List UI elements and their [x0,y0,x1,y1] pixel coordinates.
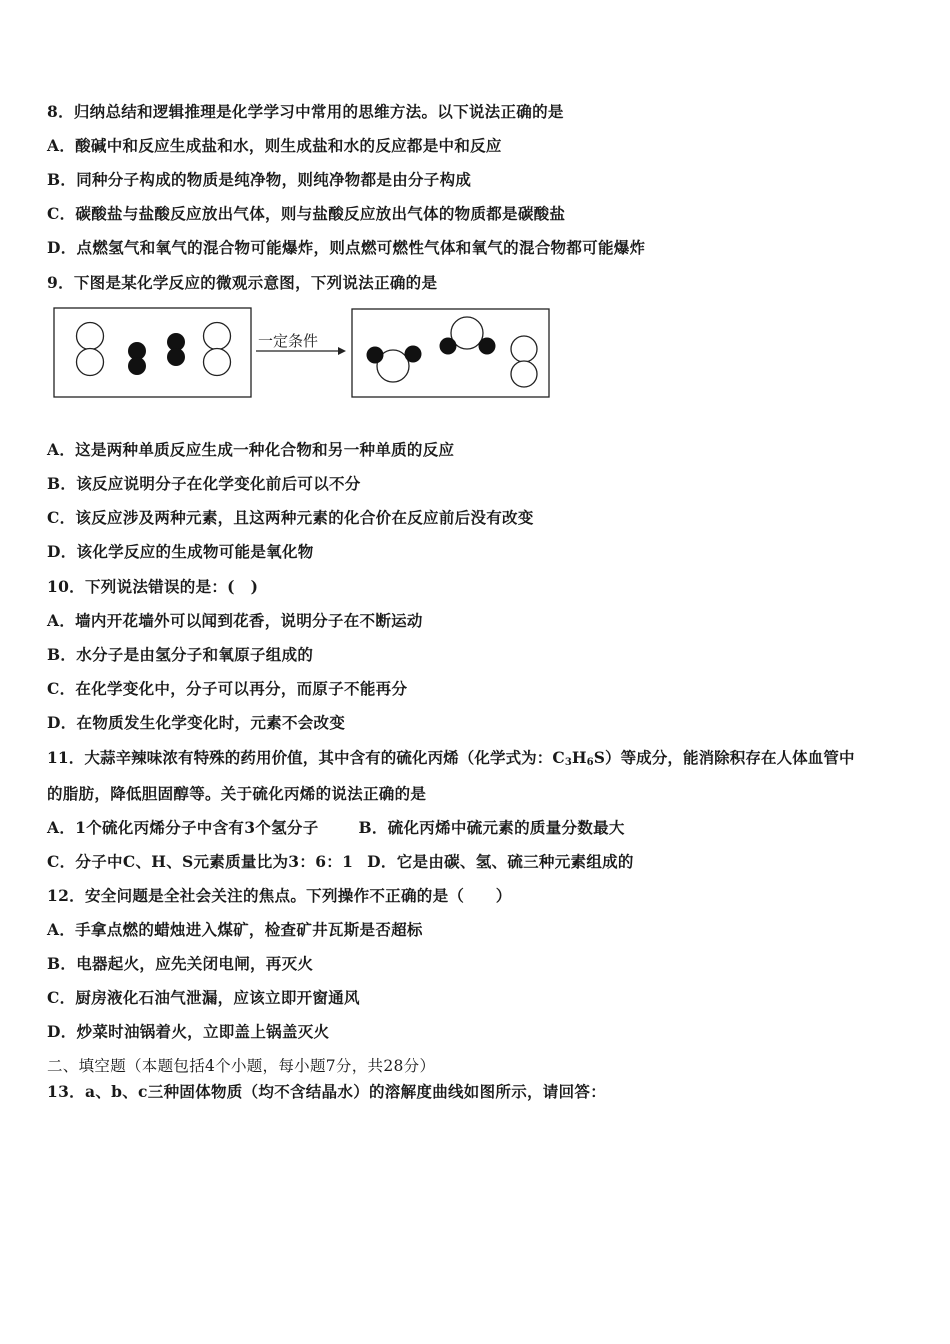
q13-stem: 13．a、b、c三种固体物质（均不含结晶水）的溶解度曲线如图所示，请回答： [47,1082,606,1101]
q11-stem: 11．大蒜辛辣味浓有特殊的药用价值，其中含有的硫化丙烯（化学式为：$C_3H_6S$）等成分，能消除积存在人体血管中 [47,748,855,768]
white-atom [77,323,104,350]
white-atom [511,361,537,387]
white-atom [77,349,104,376]
q8-option-b: B．同种分子构成的物质是纯净物，则纯净物都是由分子构成 [47,170,472,189]
q11-option-a: A．1个硫化丙烯分子中含有3个氢分子 [47,818,319,837]
q11-option-b: B．硫化丙烯中硫元素的质量分数最大 [358,818,625,837]
q10-option-c: C．在化学变化中，分子可以再分，而原子不能再分 [47,679,408,698]
q9-option-d: D．该化学反应的生成物可能是氧化物 [47,542,314,561]
condition-label: 一定条件 [258,334,319,350]
q9-option-c: C．该反应涉及两种元素，且这两种元素的化合价在反应前后没有改变 [47,508,534,527]
q8-option-c: C．碳酸盐与盐酸反应放出气体，则与盐酸反应放出气体的物质都是碳酸盐 [47,204,566,223]
white-atom [204,323,231,350]
q8-stem: 8．归纳总结和逻辑推理是化学学习中常用的思维方法。以下说法正确的是 [47,102,564,121]
q9-stem: 9．下图是某化学反应的微观示意图，下列说法正确的是 [47,273,438,292]
q12-stem: 12．安全问题是全社会关注的焦点。下列操作不正确的是（ ） [47,886,512,905]
black-atom [367,347,384,364]
black-atom [128,357,146,375]
black-atom [167,348,185,366]
reaction-diagram [0,0,950,420]
q12-option-a: A．手拿点燃的蜡烛进入煤矿，检查矿井瓦斯是否超标 [47,920,423,939]
q11-options-ab [47,818,625,838]
q10-option-d: D．在物质发生化学变化时，元素不会改变 [47,713,346,732]
q9-option-a: A．这是两种单质反应生成一种化合物和另一种单质的反应 [47,440,455,459]
q10-option-a: A．墙内开花墙外可以闻到花香，说明分子在不断运动 [47,611,423,630]
q10-stem: 10．下列说法错误的是：( ) [47,577,259,596]
q8-option-d: D．点燃氢气和氧气的混合物可能爆炸，则点燃可燃性气体和氧气的混合物都可能爆炸 [47,238,646,257]
q12-option-b: B．电器起火，应先关闭电闸，再灭火 [47,954,314,973]
q11-stem-line2: 的脂肪，降低胆固醇等。关于硫化丙烯的说法正确的是 [47,784,427,803]
q11-option-d: D．它是由碳、氢、硫三种元素组成的 [367,852,634,871]
q8-option-a: A．酸碱中和反应生成盐和水，则生成盐和水的反应都是中和反应 [47,136,502,155]
q11-option-c: C．分子中C、H、S元素质量比为3：6：1 [47,852,354,871]
black-atom [440,338,457,355]
white-atom [511,336,537,362]
section-heading: 二、填空题（本题包括4个小题，每小题7分，共28分） [47,1057,436,1075]
white-atom [204,349,231,376]
q11-options-cd [47,852,634,872]
q12-option-d: D．炒菜时油锅着火，立即盖上锅盖灭火 [47,1022,330,1041]
q9-option-b: B．该反应说明分子在化学变化前后可以不分 [47,474,361,493]
black-atom [405,346,422,363]
black-atom [479,338,496,355]
arrow-head-icon [338,347,346,355]
q12-option-c: C．厨房液化石油气泄漏，应该立即开窗通风 [47,988,360,1007]
q10-option-b: B．水分子是由氢分子和氧原子组成的 [47,645,314,664]
